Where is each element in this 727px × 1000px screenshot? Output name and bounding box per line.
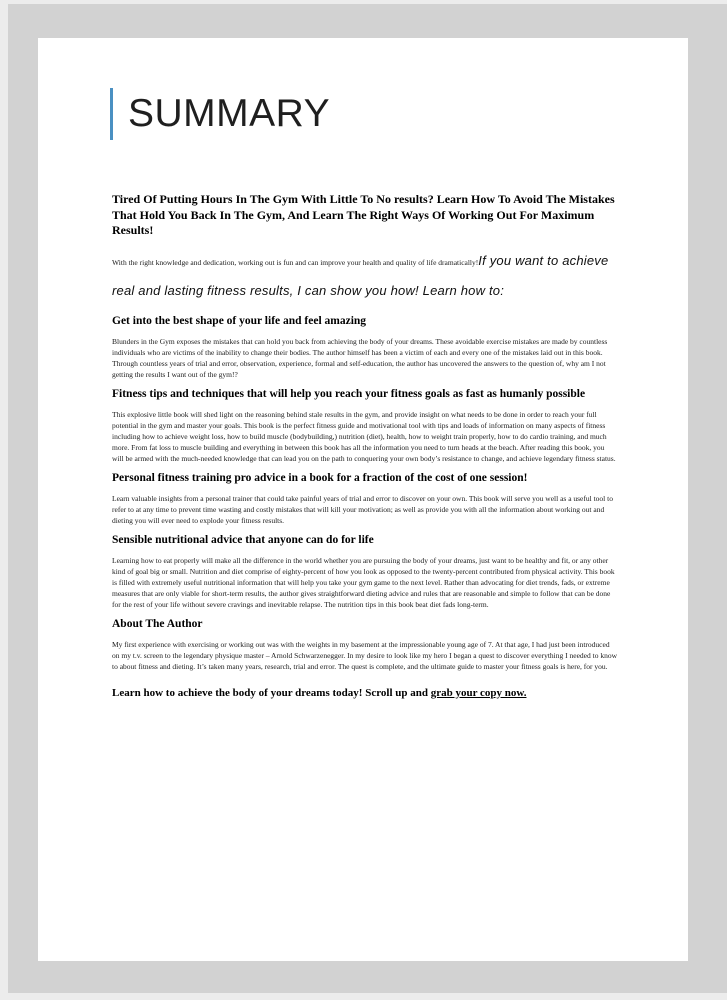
section-fitness-tips — [112, 388, 617, 464]
section-heading: Get into the best shape of your life and feel amazing — [112, 314, 367, 327]
intro-italic-text: If you want to achieve real and lasting fitness results, I can show you how! Learn how to: — [112, 252, 609, 298]
cta-text: Learn how to achieve the body of your dreams today! Scroll up and — [112, 686, 431, 699]
title-block — [110, 88, 617, 140]
section-heading: Fitness tips and techniques that will help you reach your fitness goals as fast as humanly possible — [112, 387, 586, 400]
section-best-shape — [112, 315, 617, 380]
section-body: This explosive little book will shed light on the reasoning behind stale results in the gym, and provide insight on what needs to be done in order to reach your full potential in the gym and master your goals. This book is the perfect fitness guide and motivational tool with tips and loads of information on many aspects of fitness including how to achieve weight loss, how to build muscle (bodybuilding,) nutrition (diet), health, how to weight train properly, how to do cardio training, and much more. From fat loss to muscle building and everything in between this book has all the information you need to turn heads at the beach. After reading this book, you will be armed with the much-needed knowledge that can lead you on the path to conquering your own body’s resistance to change, and achieve legendary fitness status. — [112, 409, 616, 463]
cta-grab-copy-link[interactable]: grab your copy now. — [430, 686, 527, 699]
section-body: My first experience with exercising or working out was with the weights in my basement at the impressionable young age of 7. At that age, I had just been introduced on my t.v. screen to the legendary physique master – Arnold Schwarzenegger. In my desire to look like my hero I began a quest to discover everything I needed to know to about fitness and dieting. It’s taken many years, research, trial and error. The quest is complete, and the ultimate guide to master your fitness goals is here, for you. — [112, 639, 617, 671]
section-body: Blunders in the Gym exposes the mistakes that can hold you back from achieving the body of your dreams. These avoidable exercise mistakes are made by countless individuals who are victims of the inability to change their bodies. The author himself has been a victim of each and every one of the mistakes laid out in this book. Through countless years of trial and error, observation, experience, formal and self-education, the author has uncovered the answers to the question of, why am I not getting the results I want out of the gym!? — [112, 336, 608, 379]
section-pro-advice — [112, 472, 617, 526]
document-page — [38, 38, 688, 961]
intro-plain-text: With the right knowledge and dedication, working out is fun and can improve your health and quality of life dramatically! — [112, 257, 479, 267]
section-about-author — [112, 618, 617, 672]
cta-line — [112, 686, 617, 700]
title-accent-bar — [110, 88, 113, 140]
section-body: Learn valuable insights from a personal trainer that could take painful years of trial and error to discover on your own. This book will serve you well as a useful tool to refer to at any time to prevent time wasting and costly mistakes that will kill your motivation; as well as provide you with all the information about working out and dieting you will ever need to explode your fitness results. — [112, 493, 613, 525]
section-heading: Personal fitness training pro advice in a book for a fraction of the cost of one session! — [112, 471, 528, 484]
section-nutritional-advice — [112, 534, 617, 610]
page-title: SUMMARY — [128, 92, 331, 135]
document-canvas — [8, 4, 727, 993]
section-body: Learning how to eat properly will make all the difference in the world whether you are pursuing the body of your dreams, just want to be healthy and fit, or any other kind of goal big or small. Nutrition and diet comprise of eighty-percent of how you look as opposed to the twenty-percent contributed from physical activity. This book is filled with extremely useful nutritional information that will help you take your gym game to the next level. Rather than advocating for diet trends, fads, or extreme measures that are only viable for short-term results, the author gives straightforward dieting advice and rules that are reasonable and simple to follow that can be done for the rest of your life without severe cravings and inevitable relapse. The nutrition tips in this book beat diet fads long-term. — [112, 555, 615, 609]
section-heading: About The Author — [112, 617, 203, 630]
section-heading: Sensible nutritional advice that anyone can do for life — [112, 533, 374, 546]
headline: Tired Of Putting Hours In The Gym With Little To No results? Learn How To Avoid The Mistakes That Hold You Back In The Gym, And Learn The Right Ways Of Working Out For Maximum Results! — [112, 192, 615, 237]
intro-paragraph — [112, 247, 617, 307]
